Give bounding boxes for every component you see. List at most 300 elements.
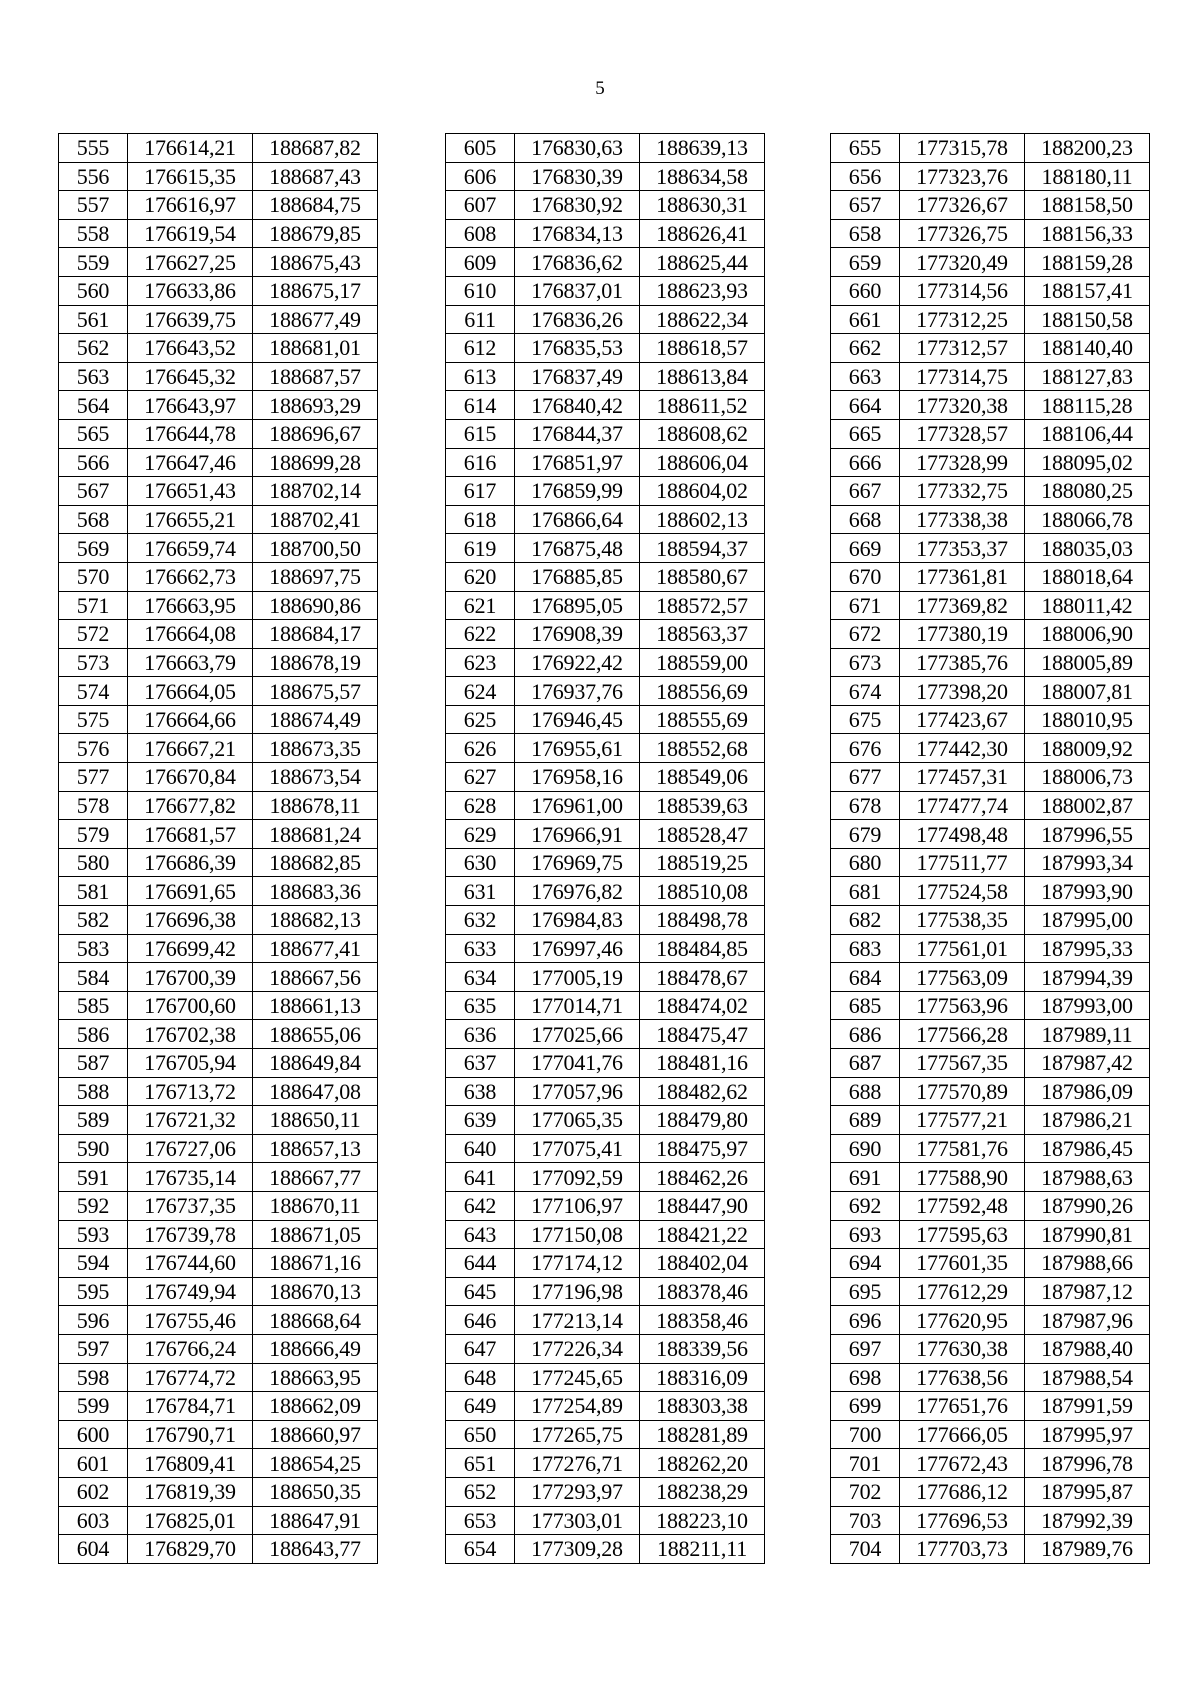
table-row — [59, 1334, 378, 1363]
y-coordinate-cell: 188668,64 — [253, 1306, 378, 1335]
table-row — [446, 1163, 765, 1192]
x-coordinate-cell: 176664,08 — [128, 620, 253, 649]
x-coordinate-cell: 176659,74 — [128, 534, 253, 563]
x-coordinate-cell: 177065,35 — [515, 1106, 640, 1135]
y-coordinate-cell: 188339,56 — [640, 1334, 765, 1363]
x-coordinate-cell: 177226,34 — [515, 1334, 640, 1363]
y-coordinate-cell: 188684,75 — [253, 191, 378, 220]
x-coordinate-cell: 176644,78 — [128, 419, 253, 448]
table-row — [831, 391, 1150, 420]
x-coordinate-cell: 177638,56 — [900, 1363, 1025, 1392]
table-row — [831, 1191, 1150, 1220]
point-number-cell: 574 — [59, 677, 128, 706]
y-coordinate-cell: 188200,23 — [1025, 134, 1150, 163]
table-row — [59, 534, 378, 563]
table-row — [446, 1249, 765, 1278]
table-row — [831, 1106, 1150, 1135]
y-coordinate-cell: 188673,35 — [253, 734, 378, 763]
x-coordinate-cell: 176840,42 — [515, 391, 640, 420]
y-coordinate-cell: 188683,36 — [253, 877, 378, 906]
point-number-cell: 567 — [59, 477, 128, 506]
x-coordinate-cell: 177075,41 — [515, 1134, 640, 1163]
x-coordinate-cell: 176639,75 — [128, 305, 253, 334]
table-row — [831, 906, 1150, 935]
y-coordinate-cell: 188663,95 — [253, 1363, 378, 1392]
point-number-cell: 650 — [446, 1420, 515, 1449]
x-coordinate-cell: 176774,72 — [128, 1363, 253, 1392]
x-coordinate-cell: 176696,38 — [128, 906, 253, 935]
x-coordinate-cell: 176614,21 — [128, 134, 253, 163]
table-row — [446, 1334, 765, 1363]
y-coordinate-cell: 188682,13 — [253, 906, 378, 935]
table-row — [831, 1020, 1150, 1049]
table-row — [831, 820, 1150, 849]
y-coordinate-cell: 187996,55 — [1025, 820, 1150, 849]
point-number-cell: 702 — [831, 1477, 900, 1506]
point-number-cell: 644 — [446, 1249, 515, 1278]
point-number-cell: 682 — [831, 906, 900, 935]
x-coordinate-cell: 176984,83 — [515, 906, 640, 935]
y-coordinate-cell: 188657,13 — [253, 1134, 378, 1163]
y-coordinate-cell: 188626,41 — [640, 219, 765, 248]
y-coordinate-cell: 188594,37 — [640, 534, 765, 563]
x-coordinate-cell: 177686,12 — [900, 1477, 1025, 1506]
y-coordinate-cell: 187986,21 — [1025, 1106, 1150, 1135]
point-number-cell: 689 — [831, 1106, 900, 1135]
x-coordinate-cell: 176670,84 — [128, 763, 253, 792]
point-number-cell: 555 — [59, 134, 128, 163]
y-coordinate-cell: 188421,22 — [640, 1220, 765, 1249]
table-row — [831, 848, 1150, 877]
y-coordinate-cell: 187996,78 — [1025, 1449, 1150, 1478]
y-coordinate-cell: 188647,08 — [253, 1077, 378, 1106]
x-coordinate-cell: 177577,21 — [900, 1106, 1025, 1135]
table-row — [831, 963, 1150, 992]
y-coordinate-cell: 188687,82 — [253, 134, 378, 163]
x-coordinate-cell: 177315,78 — [900, 134, 1025, 163]
table-row — [59, 219, 378, 248]
y-coordinate-cell: 188223,10 — [640, 1506, 765, 1535]
x-coordinate-cell: 177293,97 — [515, 1477, 640, 1506]
table-row — [446, 1449, 765, 1478]
point-number-cell: 669 — [831, 534, 900, 563]
x-coordinate-cell: 176830,92 — [515, 191, 640, 220]
y-coordinate-cell: 188281,89 — [640, 1420, 765, 1449]
point-number-cell: 686 — [831, 1020, 900, 1049]
x-coordinate-cell: 176645,32 — [128, 362, 253, 391]
table-row — [446, 1134, 765, 1163]
table-row — [831, 1249, 1150, 1278]
table-row — [59, 591, 378, 620]
point-number-cell: 558 — [59, 219, 128, 248]
x-coordinate-cell: 176885,85 — [515, 562, 640, 591]
x-coordinate-cell: 176721,32 — [128, 1106, 253, 1135]
point-number-cell: 652 — [446, 1477, 515, 1506]
table-row — [59, 1077, 378, 1106]
y-coordinate-cell: 188670,13 — [253, 1277, 378, 1306]
y-coordinate-cell: 188572,57 — [640, 591, 765, 620]
x-coordinate-cell: 176633,86 — [128, 276, 253, 305]
point-number-cell: 665 — [831, 419, 900, 448]
y-coordinate-cell: 188670,11 — [253, 1191, 378, 1220]
y-coordinate-cell: 188684,17 — [253, 620, 378, 649]
point-number-cell: 606 — [446, 162, 515, 191]
x-coordinate-cell: 176744,60 — [128, 1249, 253, 1278]
y-coordinate-cell: 187990,26 — [1025, 1191, 1150, 1220]
point-number-cell: 571 — [59, 591, 128, 620]
table-row — [446, 1477, 765, 1506]
y-coordinate-cell: 187990,81 — [1025, 1220, 1150, 1249]
x-coordinate-cell: 177150,08 — [515, 1220, 640, 1249]
table-row — [831, 134, 1150, 163]
y-coordinate-cell: 188643,77 — [253, 1535, 378, 1564]
y-coordinate-cell: 188622,34 — [640, 305, 765, 334]
table-row — [831, 648, 1150, 677]
point-number-cell: 670 — [831, 562, 900, 591]
table-row — [831, 562, 1150, 591]
table-row — [831, 248, 1150, 277]
table-row — [59, 934, 378, 963]
x-coordinate-cell: 177276,71 — [515, 1449, 640, 1478]
y-coordinate-cell: 188678,19 — [253, 648, 378, 677]
table-row — [831, 1134, 1150, 1163]
point-number-cell: 643 — [446, 1220, 515, 1249]
table-row — [831, 191, 1150, 220]
y-coordinate-cell: 188552,68 — [640, 734, 765, 763]
point-number-cell: 598 — [59, 1363, 128, 1392]
x-coordinate-cell: 177620,95 — [900, 1306, 1025, 1335]
y-coordinate-cell: 188009,92 — [1025, 734, 1150, 763]
point-number-cell: 585 — [59, 991, 128, 1020]
x-coordinate-cell: 176749,94 — [128, 1277, 253, 1306]
point-number-cell: 633 — [446, 934, 515, 963]
table-row — [831, 1449, 1150, 1478]
table-row — [446, 877, 765, 906]
y-coordinate-cell: 187987,42 — [1025, 1049, 1150, 1078]
y-coordinate-cell: 188667,56 — [253, 963, 378, 992]
table-row — [59, 1020, 378, 1049]
x-coordinate-cell: 176836,62 — [515, 248, 640, 277]
point-number-cell: 581 — [59, 877, 128, 906]
table-row — [831, 362, 1150, 391]
point-number-cell: 646 — [446, 1306, 515, 1335]
point-number-cell: 672 — [831, 620, 900, 649]
y-coordinate-cell: 188660,97 — [253, 1420, 378, 1449]
table-row — [446, 248, 765, 277]
point-number-cell: 691 — [831, 1163, 900, 1192]
point-number-cell: 608 — [446, 219, 515, 248]
x-coordinate-cell: 176727,06 — [128, 1134, 253, 1163]
y-coordinate-cell: 187988,54 — [1025, 1363, 1150, 1392]
x-coordinate-cell: 177014,71 — [515, 991, 640, 1020]
point-number-cell: 698 — [831, 1363, 900, 1392]
point-number-cell: 701 — [831, 1449, 900, 1478]
x-coordinate-cell: 176790,71 — [128, 1420, 253, 1449]
table-row — [59, 134, 378, 163]
x-coordinate-cell: 177312,57 — [900, 334, 1025, 363]
table-row — [446, 848, 765, 877]
x-coordinate-cell: 177442,30 — [900, 734, 1025, 763]
table-row — [831, 1163, 1150, 1192]
point-number-cell: 635 — [446, 991, 515, 1020]
y-coordinate-cell: 188677,41 — [253, 934, 378, 963]
y-coordinate-cell: 188156,33 — [1025, 219, 1150, 248]
table-row — [446, 562, 765, 591]
point-number-cell: 690 — [831, 1134, 900, 1163]
y-coordinate-cell: 188696,67 — [253, 419, 378, 448]
x-coordinate-cell: 176686,39 — [128, 848, 253, 877]
x-coordinate-cell: 177057,96 — [515, 1077, 640, 1106]
table-row — [446, 1106, 765, 1135]
x-coordinate-cell: 176739,78 — [128, 1220, 253, 1249]
table-row — [59, 391, 378, 420]
table-row — [59, 1420, 378, 1449]
point-number-cell: 656 — [831, 162, 900, 191]
y-coordinate-cell: 187989,76 — [1025, 1535, 1150, 1564]
x-coordinate-cell: 176616,97 — [128, 191, 253, 220]
y-coordinate-cell: 188699,28 — [253, 448, 378, 477]
x-coordinate-cell: 177106,97 — [515, 1191, 640, 1220]
y-coordinate-cell: 188555,69 — [640, 705, 765, 734]
y-coordinate-cell: 187989,11 — [1025, 1020, 1150, 1049]
table-row — [446, 334, 765, 363]
point-number-cell: 572 — [59, 620, 128, 649]
x-coordinate-cell: 176937,76 — [515, 677, 640, 706]
y-coordinate-cell: 188006,90 — [1025, 620, 1150, 649]
x-coordinate-cell: 177592,48 — [900, 1191, 1025, 1220]
y-coordinate-cell: 188662,09 — [253, 1392, 378, 1421]
point-number-cell: 636 — [446, 1020, 515, 1049]
y-coordinate-cell: 188608,62 — [640, 419, 765, 448]
point-number-cell: 557 — [59, 191, 128, 220]
table-row — [446, 591, 765, 620]
point-number-cell: 627 — [446, 763, 515, 792]
x-coordinate-cell: 177303,01 — [515, 1506, 640, 1535]
y-coordinate-cell: 188580,67 — [640, 562, 765, 591]
x-coordinate-cell: 177314,75 — [900, 362, 1025, 391]
table-row — [59, 734, 378, 763]
point-number-cell: 578 — [59, 791, 128, 820]
x-coordinate-cell: 176958,16 — [515, 763, 640, 792]
point-number-cell: 600 — [59, 1420, 128, 1449]
point-number-cell: 676 — [831, 734, 900, 763]
y-coordinate-cell: 188180,11 — [1025, 162, 1150, 191]
x-coordinate-cell: 176755,46 — [128, 1306, 253, 1335]
x-coordinate-cell: 176997,46 — [515, 934, 640, 963]
y-coordinate-cell: 188559,00 — [640, 648, 765, 677]
x-coordinate-cell: 177423,67 — [900, 705, 1025, 734]
table-row — [446, 1506, 765, 1535]
point-number-cell: 658 — [831, 219, 900, 248]
point-number-cell: 668 — [831, 505, 900, 534]
y-coordinate-cell: 187995,87 — [1025, 1477, 1150, 1506]
table-row — [59, 791, 378, 820]
point-number-cell: 594 — [59, 1249, 128, 1278]
x-coordinate-cell: 176875,48 — [515, 534, 640, 563]
x-coordinate-cell: 176664,05 — [128, 677, 253, 706]
table-row — [831, 1334, 1150, 1363]
table-row — [59, 963, 378, 992]
y-coordinate-cell: 188678,11 — [253, 791, 378, 820]
point-number-cell: 612 — [446, 334, 515, 363]
y-coordinate-cell: 187988,66 — [1025, 1249, 1150, 1278]
x-coordinate-cell: 177561,01 — [900, 934, 1025, 963]
x-coordinate-cell: 177328,57 — [900, 419, 1025, 448]
table-row — [446, 276, 765, 305]
x-coordinate-cell: 177369,82 — [900, 591, 1025, 620]
x-coordinate-cell: 176643,97 — [128, 391, 253, 420]
point-number-cell: 642 — [446, 1191, 515, 1220]
point-number-cell: 560 — [59, 276, 128, 305]
y-coordinate-cell: 188002,87 — [1025, 791, 1150, 820]
x-coordinate-cell: 177595,63 — [900, 1220, 1025, 1249]
x-coordinate-cell: 176946,45 — [515, 705, 640, 734]
point-number-cell: 609 — [446, 248, 515, 277]
table-row — [446, 1077, 765, 1106]
point-number-cell: 559 — [59, 248, 128, 277]
x-coordinate-cell: 177581,76 — [900, 1134, 1025, 1163]
table-row — [446, 1535, 765, 1564]
table-row — [831, 1306, 1150, 1335]
x-coordinate-cell: 176837,01 — [515, 276, 640, 305]
table-row — [59, 620, 378, 649]
point-number-cell: 703 — [831, 1506, 900, 1535]
table-row — [59, 1249, 378, 1278]
x-coordinate-cell: 176859,99 — [515, 477, 640, 506]
y-coordinate-cell: 187988,40 — [1025, 1334, 1150, 1363]
point-number-cell: 615 — [446, 419, 515, 448]
y-coordinate-cell: 188654,25 — [253, 1449, 378, 1478]
table-row — [446, 419, 765, 448]
point-number-cell: 657 — [831, 191, 900, 220]
y-coordinate-cell: 188035,03 — [1025, 534, 1150, 563]
y-coordinate-cell: 188481,16 — [640, 1049, 765, 1078]
coordinate-table-1 — [58, 133, 378, 1564]
point-number-cell: 679 — [831, 820, 900, 849]
y-coordinate-cell: 187993,00 — [1025, 991, 1150, 1020]
table-row — [59, 1506, 378, 1535]
table-row — [446, 477, 765, 506]
x-coordinate-cell: 177601,35 — [900, 1249, 1025, 1278]
y-coordinate-cell: 187995,97 — [1025, 1420, 1150, 1449]
x-coordinate-cell: 176955,61 — [515, 734, 640, 763]
y-coordinate-cell: 188462,26 — [640, 1163, 765, 1192]
point-number-cell: 692 — [831, 1191, 900, 1220]
x-coordinate-cell: 177524,58 — [900, 877, 1025, 906]
point-number-cell: 592 — [59, 1191, 128, 1220]
point-number-cell: 662 — [831, 334, 900, 363]
table-row — [59, 1477, 378, 1506]
x-coordinate-cell: 177312,25 — [900, 305, 1025, 334]
x-coordinate-cell: 176969,75 — [515, 848, 640, 877]
x-coordinate-cell: 176663,79 — [128, 648, 253, 677]
table-row — [59, 419, 378, 448]
point-number-cell: 683 — [831, 934, 900, 963]
table-row — [59, 1277, 378, 1306]
x-coordinate-cell: 177566,28 — [900, 1020, 1025, 1049]
point-number-cell: 586 — [59, 1020, 128, 1049]
table-row — [59, 562, 378, 591]
point-number-cell: 645 — [446, 1277, 515, 1306]
x-coordinate-cell: 177309,28 — [515, 1535, 640, 1564]
point-number-cell: 628 — [446, 791, 515, 820]
point-number-cell: 654 — [446, 1535, 515, 1564]
x-coordinate-cell: 176844,37 — [515, 419, 640, 448]
y-coordinate-cell: 187993,90 — [1025, 877, 1150, 906]
x-coordinate-cell: 177245,65 — [515, 1363, 640, 1392]
x-coordinate-cell: 176809,41 — [128, 1449, 253, 1478]
x-coordinate-cell: 176830,63 — [515, 134, 640, 163]
table-row — [59, 1449, 378, 1478]
point-number-cell: 573 — [59, 648, 128, 677]
point-number-cell: 561 — [59, 305, 128, 334]
table-row — [831, 1363, 1150, 1392]
table-row — [59, 248, 378, 277]
x-coordinate-cell: 177005,19 — [515, 963, 640, 992]
table-row — [831, 448, 1150, 477]
table-row — [446, 1191, 765, 1220]
table-row — [831, 1277, 1150, 1306]
x-coordinate-cell: 177588,90 — [900, 1163, 1025, 1192]
point-number-cell: 610 — [446, 276, 515, 305]
table-row — [831, 705, 1150, 734]
point-number-cell: 699 — [831, 1392, 900, 1421]
table-row — [831, 305, 1150, 334]
y-coordinate-cell: 188618,57 — [640, 334, 765, 363]
y-coordinate-cell: 188681,24 — [253, 820, 378, 849]
y-coordinate-cell: 188447,90 — [640, 1191, 765, 1220]
table-row — [59, 877, 378, 906]
x-coordinate-cell: 177570,89 — [900, 1077, 1025, 1106]
x-coordinate-cell: 176866,64 — [515, 505, 640, 534]
point-number-cell: 575 — [59, 705, 128, 734]
x-coordinate-cell: 176825,01 — [128, 1506, 253, 1535]
y-coordinate-cell: 188262,20 — [640, 1449, 765, 1478]
y-coordinate-cell: 188158,50 — [1025, 191, 1150, 220]
x-coordinate-cell: 176702,38 — [128, 1020, 253, 1049]
y-coordinate-cell: 188095,02 — [1025, 448, 1150, 477]
coordinate-table-3 — [830, 133, 1150, 1564]
point-number-cell: 622 — [446, 620, 515, 649]
x-coordinate-cell: 177703,73 — [900, 1535, 1025, 1564]
y-coordinate-cell: 188613,84 — [640, 362, 765, 391]
x-coordinate-cell: 176829,70 — [128, 1535, 253, 1564]
point-number-cell: 629 — [446, 820, 515, 849]
table-row — [831, 877, 1150, 906]
y-coordinate-cell: 187994,39 — [1025, 963, 1150, 992]
point-number-cell: 576 — [59, 734, 128, 763]
point-number-cell: 649 — [446, 1392, 515, 1421]
point-number-cell: 596 — [59, 1306, 128, 1335]
y-coordinate-cell: 188671,05 — [253, 1220, 378, 1249]
y-coordinate-cell: 188606,04 — [640, 448, 765, 477]
table-row — [446, 219, 765, 248]
y-coordinate-cell: 188482,62 — [640, 1077, 765, 1106]
point-number-cell: 655 — [831, 134, 900, 163]
x-coordinate-cell: 176713,72 — [128, 1077, 253, 1106]
y-coordinate-cell: 188519,25 — [640, 848, 765, 877]
y-coordinate-cell: 188625,44 — [640, 248, 765, 277]
table-row — [59, 477, 378, 506]
point-number-cell: 653 — [446, 1506, 515, 1535]
table-row — [59, 1392, 378, 1421]
y-coordinate-cell: 188106,44 — [1025, 419, 1150, 448]
point-number-cell: 624 — [446, 677, 515, 706]
point-number-cell: 639 — [446, 1106, 515, 1135]
point-number-cell: 564 — [59, 391, 128, 420]
table-row — [59, 448, 378, 477]
x-coordinate-cell: 176784,71 — [128, 1392, 253, 1421]
